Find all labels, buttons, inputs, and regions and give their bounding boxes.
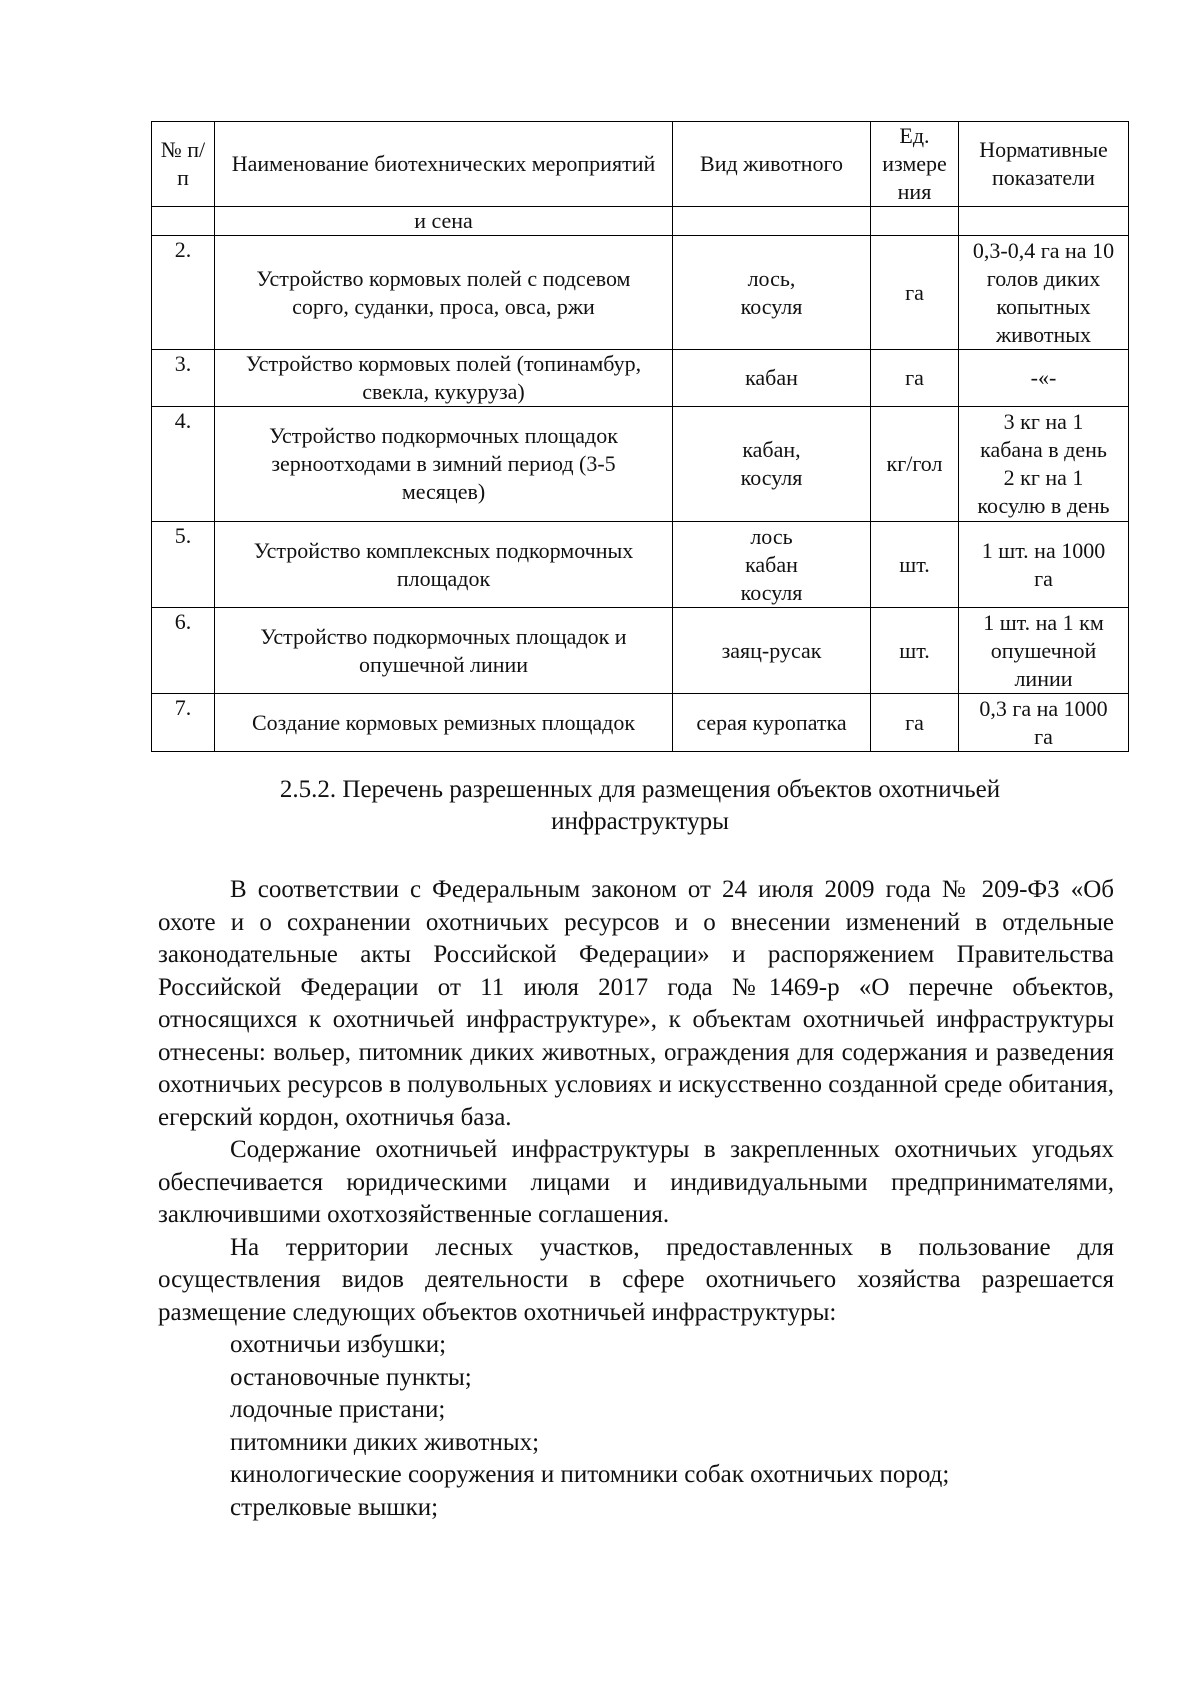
row-unit: шт. (871, 608, 959, 694)
header-measure-name: Наименование биотехнических мероприятий (215, 122, 673, 207)
paragraph-law-reference: В соответствии с Федеральным законом от 24 июля 2009 года № 209-ФЗ «Об охоте и о сохранении охотничьих ресурсов и о внесении изменений в отдельные законодательные акты Российской Федерации» и распоряжением Правительства Российской Федерации от 11 июля 2017 года №1469-р «О перечне объектов, относящихся к охотничьей инфраструктуре», к объектам охотничьей инфраструктуры отнесены: вольер, питомник диких животных, ограждения для содержания и разведения охотничьих ресурсов в полувольных условиях и искусственно созданной среде обитания, егерский кордон, охотничья база. (158, 876, 1114, 1131)
body-text (158, 874, 1114, 1524)
row-measure-name: и сена (215, 207, 673, 236)
row-norm: 1 шт. на 1000 га (959, 522, 1129, 608)
row-unit: кг/гол (871, 407, 959, 522)
row-measure-name: Устройство подкормочных площадок зерноотходами в зимний период (3-5 месяцев) (215, 407, 673, 522)
row-measure-name: Устройство кормовых полей с подсевом сорго, суданки, проса, овса, ржи (215, 236, 673, 350)
row-animal: лось кабан косуля (673, 522, 871, 608)
table-row (152, 407, 1129, 522)
row-norm: 1 шт. на 1 км опушечной линии (959, 608, 1129, 694)
table-row (152, 522, 1129, 608)
list-item: охотничьи избушки; (230, 1331, 447, 1358)
row-unit: га (871, 236, 959, 350)
row-unit: га (871, 694, 959, 752)
table-header-row (152, 122, 1129, 207)
biotechnical-measures-table (151, 121, 1129, 752)
header-animal-type: Вид животного (673, 122, 871, 207)
paragraph-forest-plots: На территории лесных участков, предоставленных в пользование для осуществления видов деятельности в сфере охотничьего хозяйства разрешается размещение следующих объектов охотничьей инфраструктуры: (158, 1233, 1114, 1326)
allowed-objects-list (158, 1329, 1114, 1524)
row-animal: кабан (673, 350, 871, 407)
row-number: 7. (152, 694, 215, 752)
row-animal: заяц-русак (673, 608, 871, 694)
row-norm: -«- (959, 350, 1129, 407)
row-animal: серая куропатка (673, 694, 871, 752)
row-norm: 3 кг на 1 кабана в день 2 кг на 1 косулю в день (959, 407, 1129, 522)
row-measure-name: Устройство комплексных подкормочных площадок (215, 522, 673, 608)
row-animal (673, 207, 871, 236)
row-norm: 0,3 га на 1000 га (959, 694, 1129, 752)
section-heading-line-2: инфраструктуры (551, 808, 729, 835)
header-unit: Ед. измере ния (871, 122, 959, 207)
row-animal: лось, косуля (673, 236, 871, 350)
row-number: 5. (152, 522, 215, 608)
table-row (152, 608, 1129, 694)
header-norms: Нормативные показатели (959, 122, 1129, 207)
list-item: стрелковые вышки; (230, 1493, 439, 1521)
list-item: кинологические сооружения и питомники собак охотничьих пород; (230, 1461, 950, 1488)
table-row (152, 236, 1129, 350)
table-row (152, 207, 1129, 236)
row-measure-name: Устройство подкормочных площадок и опушечной линии (215, 608, 673, 694)
row-number (152, 207, 215, 236)
section-heading (160, 774, 1120, 838)
list-item: питомники диких животных; (230, 1428, 540, 1456)
header-number: № п/п (152, 122, 215, 207)
table-row (152, 350, 1129, 407)
list-item: остановочные пункты; (230, 1363, 472, 1391)
list-item: лодочные пристани; (230, 1396, 446, 1423)
row-number: 3. (152, 350, 215, 407)
row-norm: 0,3-0,4 га на 10 голов диких копытных животных (959, 236, 1129, 350)
paragraph-infrastructure-maintenance: Содержание охотничьей инфраструктуры в закрепленных охотничьих угодьях обеспечивается юридическими лицами и индивидуальными предпринимателями, заключившими охотхозяйственные соглашения. (158, 1136, 1114, 1228)
section-heading-line-1: 2.5.2. Перечень разрешенных для размещения объектов охотничьей (279, 776, 1001, 803)
table-row (152, 694, 1129, 752)
row-number: 4. (152, 407, 215, 522)
row-animal: кабан, косуля (673, 407, 871, 522)
row-measure-name: Устройство кормовых полей (топинамбур, свекла, кукуруза) (215, 350, 673, 407)
row-norm (959, 207, 1129, 236)
row-number: 6. (152, 608, 215, 694)
row-unit: га (871, 350, 959, 407)
row-measure-name: Создание кормовых ремизных площадок (215, 694, 673, 752)
row-unit (871, 207, 959, 236)
row-unit: шт. (871, 522, 959, 608)
row-number: 2. (152, 236, 215, 350)
